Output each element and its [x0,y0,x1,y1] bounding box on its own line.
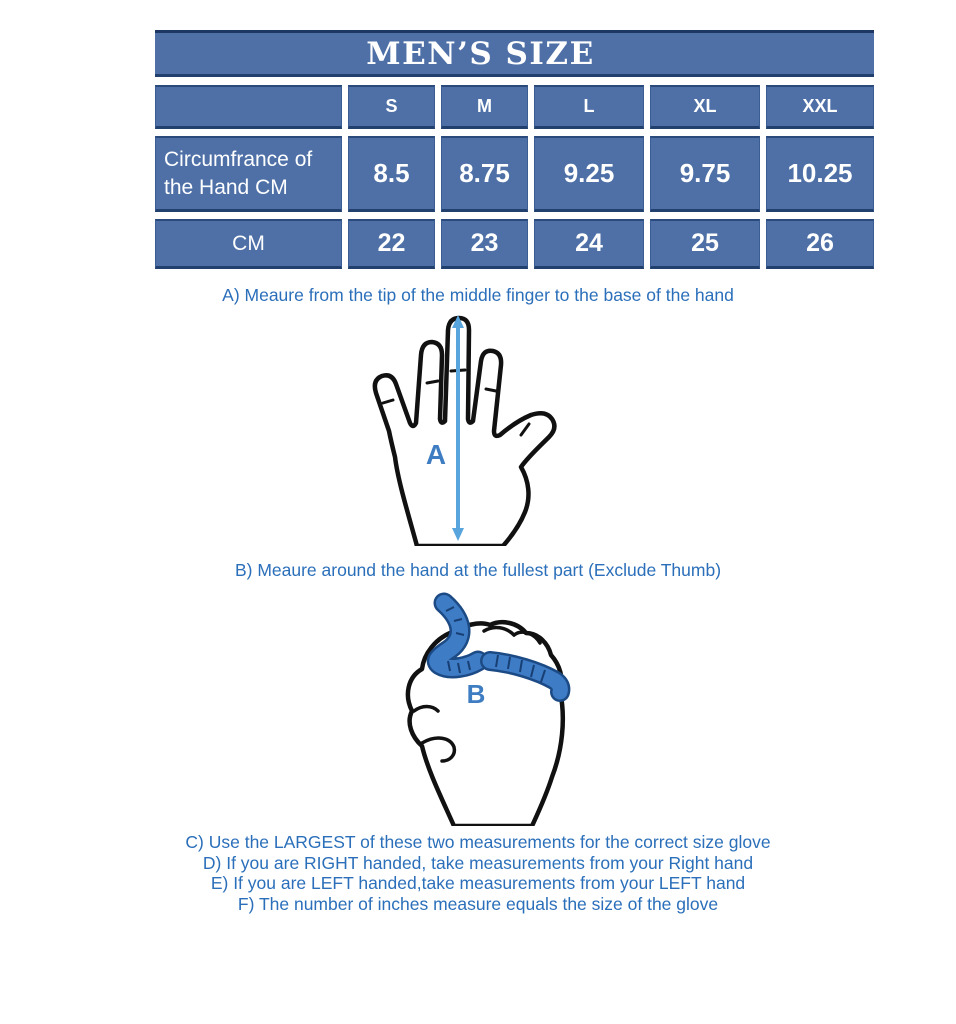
instruction-e: E) If you are LEFT handed,take measurements from your LEFT hand [210,873,746,893]
table-title [155,30,874,77]
circumference-value: 10.25 [766,136,874,212]
cm-value: 24 [534,219,644,269]
mens-size-table [155,30,874,269]
hand-length-diagram [353,311,588,546]
instruction-a: A) Meaure from the tip of the middle finger to the base of the hand [222,285,734,305]
corner-cell [155,85,342,129]
size-header-xl: XL [650,85,760,129]
cm-value: 25 [650,219,760,269]
size-grid [155,85,874,269]
size-header-xxl: XXL [766,85,874,129]
instruction-c: C) Use the LARGEST of these two measurements for the correct size glove [185,832,771,852]
row-label-cm: CM [155,219,342,269]
size-header-s: S [348,85,435,129]
diagram-a-label: A [425,439,447,470]
cm-value: 23 [441,219,528,269]
size-header-m: M [441,85,528,129]
size-header-l: L [534,85,644,129]
instruction-f: F) The number of inches measure equals the size of the glove [237,893,719,914]
open-hand-icon [375,318,555,546]
diagram-b-label: B [466,679,486,709]
fist-girth-diagram [388,591,578,826]
circumference-value: 8.75 [441,136,528,212]
instruction-b: B) Meaure around the hand at the fullest part (Exclude Thumb) [234,560,722,580]
instruction-block [0,832,956,914]
instruction-d: D) If you are RIGHT handed, take measurements from your Right hand [202,852,754,873]
circumference-value: 8.5 [348,136,435,212]
row-label-circumference: Circumfrance of the Hand CM [155,136,342,212]
table-title-text: MEN’S SIZE [366,35,595,72]
circumference-value: 9.75 [650,136,760,212]
circumference-value: 9.25 [534,136,644,212]
cm-value: 26 [766,219,874,269]
cm-value: 22 [348,219,435,269]
